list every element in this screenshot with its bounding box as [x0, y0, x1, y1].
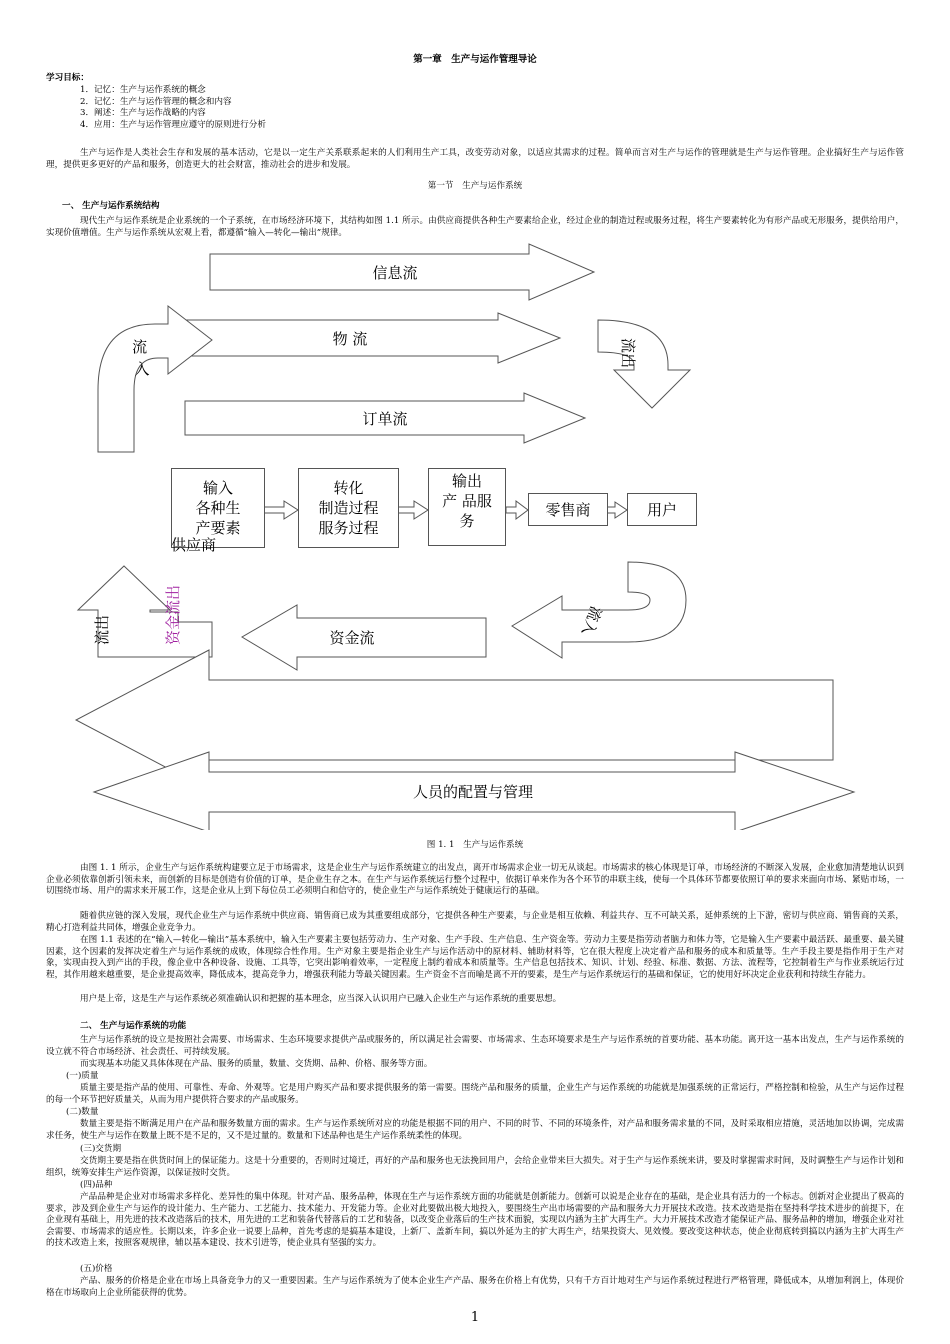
- goal-item: 4．应用：生产与运作管理应遵守的原则进行分析: [80, 119, 266, 130]
- function-paragraph: 而实现基本功能又具体体现在产品、服务的质量，数量、交货期、品种、价格、服务等方面。: [80, 1059, 433, 1069]
- capital-outflow-label: 资金流出: [164, 584, 182, 645]
- function-paragraph: 生产与运作系统的设立是按照社会需要、市场需求、生态环境要求提供产品或服务的，所以满足社会需要、市场需求、生态环境要求是生产与运作系统的首要功能、基本功能。离开这一基本出发点，生产与运作系统的设立就不符合市场经济、社会责任、可持续发展。: [46, 1035, 904, 1057]
- inflow-bottom-right-label: 流入: [577, 603, 606, 638]
- function-text: 质量主要是指产品的使用、可靠性、寿命、外观等。它是用户购买产品和要求提供服务的第一需要。围绕产品和服务的质量，企业生产与运作系统的功能就是加强系统的正常运行，严格控制和检验，从生产与运作过程的每一个环节把好质量关，从而为用户提供符合要求的产品或服务。: [46, 1083, 904, 1105]
- capital-flow-label: 资金流: [329, 629, 375, 647]
- body-paragraph: 用户是上帝，这是生产与运作系统必须准确认识和把握的基本理念，应当深入认识用户已融入企业生产与运作系统的重要思想。: [80, 994, 562, 1004]
- body-paragraph: 在图 1.1 表述的在“输入—转化—输出”基本系统中，输入生产要素主要包括劳动力、生产对象、生产手段、生产信息、生产资金等。劳动力主要是指劳动者脑力和体力等，它是输入生产要素中最活跃、最重要、最关键因素，这个因素的发挥决定着生产与运作系统的成败，体现综合性作用。生产对象主要是指企业生产与运作活动中的原材料、辅助材料等，它在很大程度上决定着产品和服务的成本和质量等。生产手段主要是指作用于生产对象，实现由投入到产出的手段，像企业中各种设备、设施、工具等，它突出影响着效率，一定程度上制约着成本和质量等。生产信息包括技术、知识、计划、经验、标准、数据、方法、流程等，它控制着生产与作业系统运行过程，其作用越来越重要，是企业提高效率，降低成本，提高竞争力，增强获利能力等最关键因素。生产资金不言而喻是离不开的要素，是生产与运作系统运行的基础和保证，它的使用好坏决定企业获利和持续生存能力。: [46, 935, 904, 980]
- function-text: 交货期主要是指在供货时间上的保证能力。这是十分重要的，否则时过境迁，再好的产品和服务也无法挽回用户，会给企业带来巨大损失。对于生产与运作系统来讲，要及时掌握需求时间，及时调整生产与运作计划和组织，统筹安排生产运作资源，以保证按时交货。: [46, 1156, 904, 1178]
- function-label: (四)品种: [80, 1180, 113, 1190]
- outflow-bottom-left-label: 流出: [93, 614, 111, 645]
- connector-arrow: [607, 502, 627, 518]
- order-flow-label: 订单流: [362, 410, 408, 428]
- input-line: 产要素: [195, 519, 241, 537]
- function-label: (三)交货期: [80, 1144, 122, 1154]
- connector-arrow: [263, 501, 298, 519]
- chapter-title: 第一章 生产与运作管理导论: [413, 54, 537, 65]
- outflow-right-label: 流出: [619, 338, 637, 369]
- output-box: [428, 468, 506, 546]
- subsection-title: 二、 生产与运作系统的功能: [80, 1021, 187, 1031]
- personnel-label: 人员的配置与管理: [412, 783, 534, 801]
- goal-item: 1．记忆：生产与运作系统的概念: [80, 85, 206, 95]
- function-label: (一)质量: [66, 1071, 99, 1081]
- transform-line: 服务过程: [318, 519, 379, 537]
- transform-box: [298, 468, 399, 548]
- body-paragraph: 由图 1. 1 所示，企业生产与运作系统构建要立足于市场需求，这是企业生产与运作系统建立的出发点，离开市场需求企业一切无从谈起。市场需求的核心体现是订单，市场经济的不断深入发展，企业愈加清楚地认识到企业必须依靠创新引领未来，而创新的目标是创造有价值的订单，是企业生存之本。在生产与运作系统运行整个过程中，依据订单来作为各个环节的串联主线，使每一个具体环节都要依照订单的要求来面向市场、紧贴市场，一切围绕市场、用户的需求来开展工作，这是企业从上到下每位员工必须明白和信守的，使企业生产与运作系统处于健康运行的基础。: [46, 863, 904, 897]
- output-line: 产 品服: [442, 492, 492, 510]
- user-box: 用户: [627, 493, 697, 526]
- input-line: 输入: [202, 479, 233, 497]
- goal-item: 3．阐述：生产与运作战略的内容: [80, 108, 206, 119]
- goals-label: 学习目标：: [46, 73, 89, 83]
- function-text: 数量主要是指不断满足用户在产品和服务数量方面的需求。生产与运作系统所对应的功能是根据不同的用户、不同的时节、不同的环境条件，对产品和服务需求量的不同，及时采取相应措施，灵活地加以协调，完成需求任务，使生产与运作在数量上既不是不足的，又不是过量的。数量和下述品种也是生产运作系统柔性的体现。: [46, 1119, 904, 1141]
- body-paragraph: 随着供应链的深入发展，现代企业生产与运作系统中供应商、销售商已成为其重要组成部分，它提供各种生产要素，与企业是相互依赖、利益共存、互不可缺关系，延伸系统的上下游，密切与供应商、销售商的关系，精心打造利益共同体，增强企业竞争力。: [46, 911, 904, 933]
- goal-item: 2．记忆：生产与运作管理的概念和内容: [80, 96, 232, 107]
- transform-line: 制造过程: [318, 499, 379, 517]
- page-number: 1: [470, 1310, 480, 1325]
- outflow-right-arrow: [598, 320, 690, 408]
- function-label: (二)数量: [66, 1107, 99, 1117]
- function-text: 产品品种是企业对市场需求多样化、差异性的集中体现。针对产品、服务品种，体现在生产与运作系统方面的功能就是创新能力。创新可以说是企业存在的基础，是企业具有活力的一个标志。创新对企业提出了极高的要求，涉及到企业生产与运作的设计能力、生产能力、工艺能力、技术能力、开发能力等。企业对此要做出极大地投入，要围绕生产出市场需要的产品和服务大力开展技术改造。技术改造是指在坚持科学技术进步的前提下，在企业现有基础上，用先进的技术改造落后的技术，用先进的工艺和装备代替落后的工艺和装备，以改变企业落后的生产技术面貌，实现以内涵为主扩大再生产。大力开展技术改造才能保证产品、服务品种的增加，增强企业对社会需要、市场需求的适应性。长期以来，许多企业一说要上品种，首先考虑的是搞基本建设，上新厂、盖新车间，搞以外延为主的扩大再生产，结果投资大、见效慢。要改变这种状态，使企业彻底转到搞以内涵为主扩大再生产的技术改造上来，按照客观规律，辅以基本建设、技术引进等，使企业具有坚强的实力。: [46, 1192, 904, 1249]
- info-flow-label: 信息流: [372, 264, 418, 282]
- subsection-title: 一、 生产与运作系统结构: [62, 201, 160, 211]
- connector-arrow: [506, 501, 528, 519]
- figure-caption: 图 1. 1 生产与运作系统: [426, 840, 524, 850]
- input-line: 各种生: [195, 499, 241, 517]
- function-text: 产品、服务的价格是企业在市场上具备竞争力的又一重要因素。生产与运作系统为了使本企业生产产品、服务在价格上有优势，只有千方百计地对生产与运作系统过程进行严格管理，降低成本，从增加利润上，体现价格在市场取向上企业所能获得的优势。: [46, 1276, 904, 1298]
- intro-paragraph: 生产与运作是人类社会生存和发展的基本活动，它是以一定生产关系联系起来的人们利用生产工具，改变劳动对象，以适应其需求的过程。简单而言对生产与运作的管理就是生产与运作管理。企业搞好生产与运作管理，提供更多更好的产品和服务，创造更大的社会财富，推动社会的进步和发展。: [46, 148, 904, 170]
- goals-list: [80, 85, 266, 131]
- material-flow-label: 物 流: [332, 330, 368, 348]
- material-flow-arrow: [185, 313, 560, 363]
- transform-line: 转化: [333, 479, 364, 497]
- supplier-label: 供应商: [171, 536, 217, 554]
- inflow-left-label: 流 入: [132, 338, 150, 378]
- retailer-box: 零售商: [528, 493, 608, 526]
- section-title: 第一节 生产与运作系统: [427, 181, 523, 191]
- output-line: 输出: [451, 472, 482, 490]
- function-label: (五)价格: [80, 1264, 113, 1274]
- output-line: 务: [459, 512, 475, 530]
- structure-paragraph: 现代生产与运作系统是企业系统的一个子系统，在市场经济环境下，其结构如图 1.1 所示。由供应商提供各种生产要素给企业，经过企业的制造过程或服务过程，将生产要素转化为有形产品或无形服务，提供给用户，实现价值增值。生产与运作系统从宏观上看，都遵循“输入—转化—输出”规律。: [46, 216, 904, 238]
- connector-arrow: [397, 501, 428, 519]
